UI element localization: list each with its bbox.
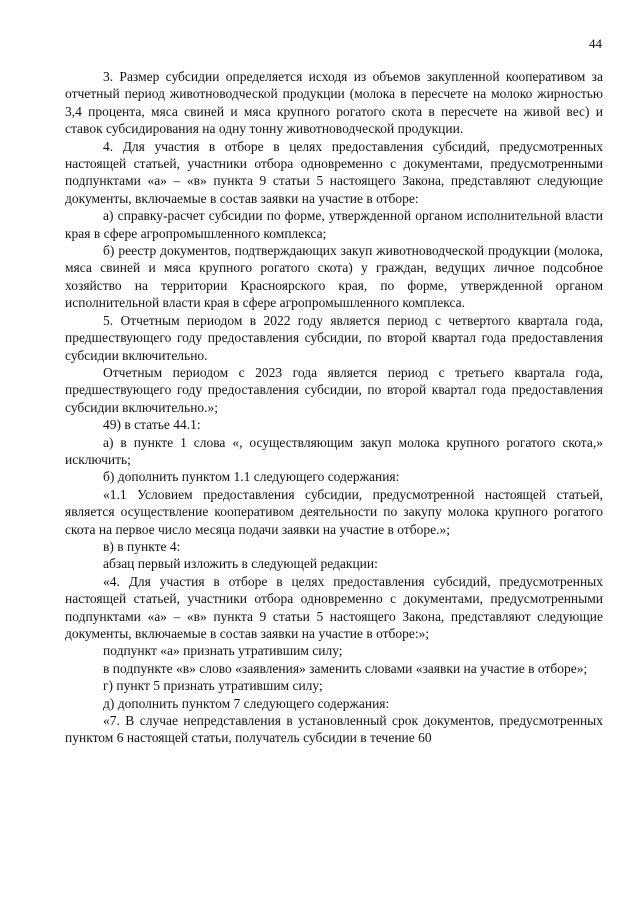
paragraph: а) справку-расчет субсидии по форме, утвержденной органом исполнительной власти края в сфере агропромышленного комплекса; xyxy=(65,208,603,241)
paragraph: 4. Для участия в отборе в целях предоставления субсидий, предусмотренных настоящей статьей, участники отбора одновременно с документами, предусмотренными подпунктами «а» – «в» пункта 9 статьи 5 настоящего Закона, представляют следующие документы, включаемые в состав заявки на участие в отборе: xyxy=(65,138,603,206)
paragraph: в) в пункте 4: xyxy=(103,538,181,554)
paragraph: в подпункте «в» слово «заявления» заменить словами «заявки на участие в отборе»; xyxy=(103,660,588,676)
paragraph: «7. В случае непредставления в установленный срок документов, предусмотренных пунктом 6 настоящей статьи, получатель субсидии в течение 60 xyxy=(65,713,603,746)
paragraph: подпункт «а» признать утратившим силу; xyxy=(103,643,343,659)
paragraph: б) дополнить пунктом 1.1 следующего содержания: xyxy=(103,469,400,485)
paragraph: 49) в статье 44.1: xyxy=(103,417,201,433)
paragraph: а) в пункте 1 слова «, осуществляющим закуп молока крупного рогатого скота,» исключить; xyxy=(65,434,603,467)
paragraph: «1.1 Условием предоставления субсидии, предусмотренной настоящей статьей, является осуществление кооперативом деятельности по закупу молока крупного рогатого скота на первое число месяца подачи заявки на участие в отборе.»; xyxy=(65,486,603,537)
document-body xyxy=(65,68,603,747)
page-number: 44 xyxy=(589,36,602,51)
paragraph: Отчетным периодом с 2023 года является период с третьего квартала года, предшествующего году предоставления субсидии, по второй квартал года предоставления субсидии включительно.»; xyxy=(65,364,603,415)
paragraph: 3. Размер субсидии определяется исходя из объемов закупленной кооперативом за отчетный период животноводческой продукции (молока в пересчете на молоко жирностью 3,4 процента, мяса свиней и мяса крупного рогатого скота в пересчете на живой вес) и ставок субсидирования на одну тонну животноводческой продукции. xyxy=(65,69,603,137)
paragraph: д) дополнить пунктом 7 следующего содержания: xyxy=(103,695,390,711)
paragraph: 5. Отчетным периодом в 2022 году является период с четвертого квартала года, предшествующего году предоставления субсидии, по второй квартал года предоставления субсидии включительно. xyxy=(65,312,603,363)
paragraph: абзац первый изложить в следующей редакции: xyxy=(103,556,378,572)
paragraph: б) реестр документов, подтверждающих закуп животноводческой продукции (молока, мяса свиней и мяса крупного рогатого скота) у граждан, ведущих личное подсобное хозяйство на территории Красноярского края, по форме, утвержденной органом исполнительной власти края в сфере агропромышленного комплекса. xyxy=(65,243,603,311)
paragraph: «4. Для участия в отборе в целях предоставления субсидий, предусмотренных настоящей статьей, участники отбора одновременно с документами, предусмотренными подпунктами «а» – «в» пункта 9 статьи 5 настоящего Закона, представляют следующие документы, включаемые в состав заявки на участие в отборе:»; xyxy=(65,573,603,641)
paragraph: г) пункт 5 признать утратившим силу; xyxy=(103,678,323,694)
